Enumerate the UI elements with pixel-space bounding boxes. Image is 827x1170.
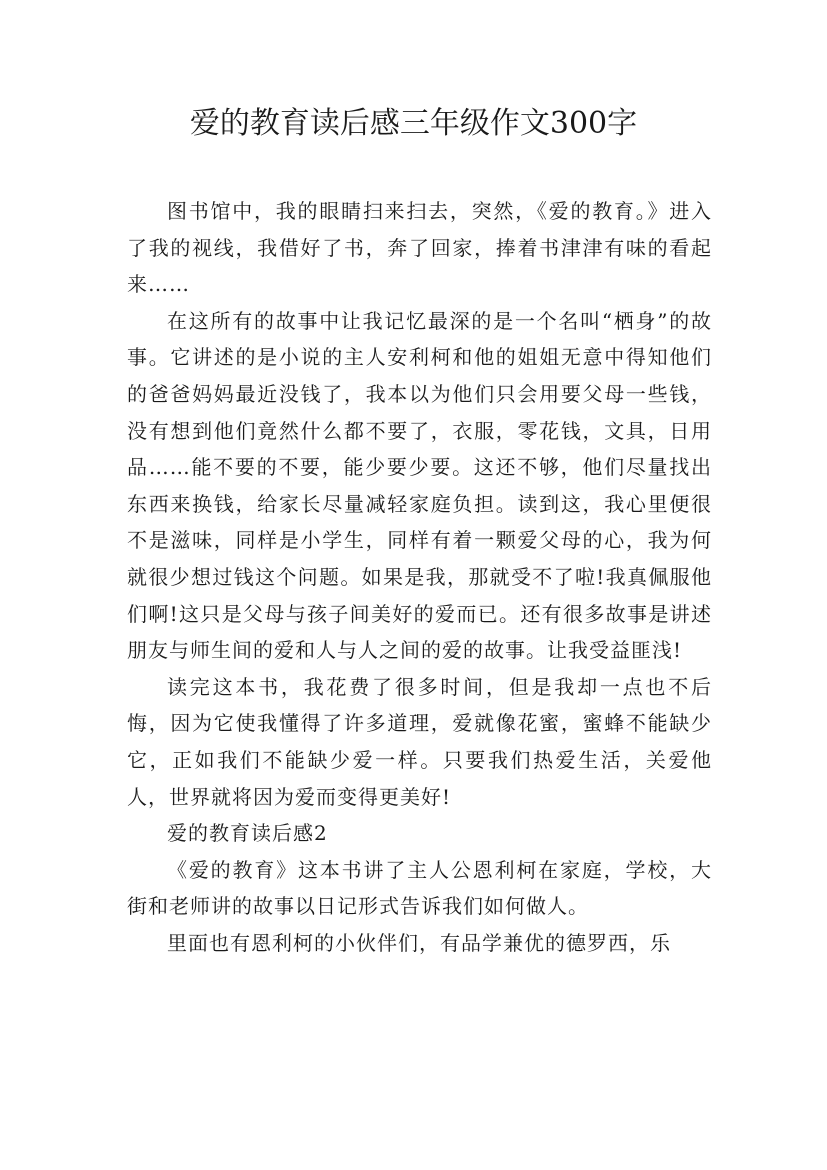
paragraph-1: 图书馆中，我的眼睛扫来扫去，突然，《爱的教育。》进入了我的视线，我借好了书，奔了回家，捧着书津津有味的看起来…… [127, 199, 712, 297]
section-heading: 爱的教育读后感2 [167, 821, 328, 846]
paragraph-3: 读完这本书，我花费了很多时间，但是我却一点也不后悔，因为它使我懂得了许多道理，爱就像花蜜，蜜蜂不能缺少它，正如我们不能缺少爱一样。只要我们热爱生活，关爱他人，世界就将因为爱而变得更美好! [127, 674, 712, 809]
paragraph-4: 《爱的教育》这本书讲了主人公恩利柯在家庭，学校，大街和老师讲的故事以日记形式告诉我们如何做人。 [127, 857, 712, 919]
paragraph-5: 里面也有恩利柯的小伙伴们，有品学兼优的德罗西，乐 [167, 930, 671, 955]
document-title: 爱的教育读后感三年级作文300字 [189, 106, 638, 141]
document-body [127, 193, 712, 961]
paragraph-2: 在这所有的故事中让我记忆最深的是一个名叫“栖身”的故事。它讲述的是小说的主人安利柯和他的姐姐无意中得知他们的爸爸妈妈最近没钱了，我本以为他们只会用要父母一些钱，没有想到他们竟然什么都不要了，衣服，零花钱，文具，日用品……能不要的不要，能少要少要。这还不够，他们尽量找出东西来换钱，给家长尽量减轻家庭负担。读到这，我心里便很不是滋味，同样是小学生，同样有着一颗爱父母的心，我为何就很少想过钱这个问题。如果是我，那就受不了啦!我真佩服他们啊!这只是父母与孩子间美好的爱而已。还有很多故事是讲述朋友与师生间的爱和人与人之间的爱的故事。让我受益匪浅! [127, 308, 712, 663]
